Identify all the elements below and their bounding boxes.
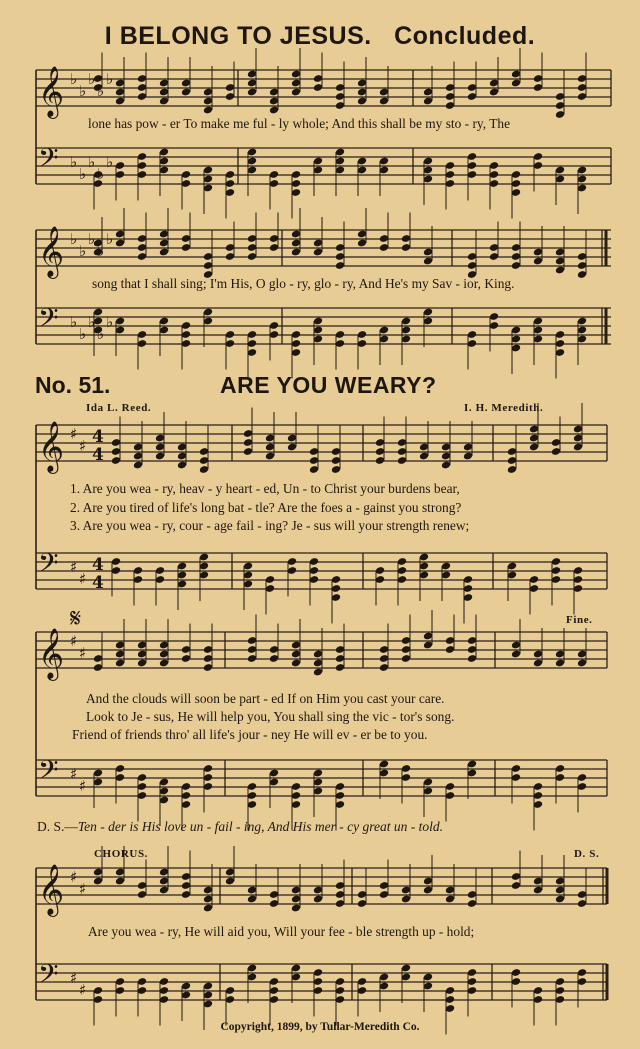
lyric-line: lone has pow - er To make me ful - ly whole; And this shall be my sto - ry, The [88,116,511,131]
sharp-icon: ♯ [70,425,78,443]
bass-clef-icon: 𝄢 [38,547,59,585]
flat-icon: ♭ [79,165,87,183]
chorus-label: CHORUS. [94,848,149,860]
sharp-icon: ♯ [70,558,78,576]
hymn-title: ARE YOU WEARY? [220,372,437,398]
chorus-lyric-line: Are you wea - ry, He will aid you, Will your fee - ble strength up - hold; [88,924,475,939]
treble-clef-icon: 𝄞 [38,226,65,277]
bass-clef-icon: 𝄢 [38,958,59,996]
flat-icon: ♭ [70,313,78,331]
flat-icon: ♭ [97,242,105,260]
verse-3-line: 3. Are you wea - ry, cour - age fail - ing? Je - sus will your strength renew; [70,518,470,533]
flat-icon: ♭ [88,313,96,331]
verse-3-line: Friend of friends thro' all life's jour - ney He will ev - er be to you. [72,727,428,742]
flat-icon: ♭ [88,153,96,171]
time-signature-bottom: 4 [92,573,104,593]
lyric-line: song that I shall sing; I'm His, O glo - ry, glo - ry, And He's my Sav - ior, King. [92,276,515,291]
flat-icon: ♭ [79,242,87,260]
treble-clef-icon: 𝄞 [38,628,65,679]
segno-sign: 𝄋 [70,604,82,633]
time-signature-bottom: 4 [92,445,104,465]
flat-icon: ♭ [88,230,96,248]
sharp-icon: ♯ [79,437,87,455]
time-signature-top: 4 [92,555,104,575]
bass-clef-icon: 𝄢 [38,754,59,792]
sharp-icon: ♯ [70,868,78,886]
flat-icon: ♭ [70,70,78,88]
hymn-title-concluded [0,22,640,51]
flat-icon: ♭ [106,70,114,88]
sharp-icon: ♯ [79,644,87,662]
flat-icon: ♭ [106,313,114,331]
bass-clef-icon: 𝄢 [38,302,59,340]
flat-icon: ♭ [97,165,105,183]
verse-1-line: 1. Are you wea - ry, heav - y heart - ed, Un - to Christ your burdens bear, [70,481,460,496]
flat-icon: ♭ [88,70,96,88]
flat-icon: ♭ [97,82,105,100]
sharp-icon: ♯ [79,570,87,588]
flat-icon: ♭ [70,230,78,248]
copyright-notice: Copyright, 1899, by Tullar-Meredith Co. [220,1021,420,1033]
treble-clef-icon: 𝄞 [38,421,65,472]
flat-icon: ♭ [70,153,78,171]
sharp-icon: ♯ [70,632,78,650]
ds-text: Ten - der is His love un - fail - ing, And His mer - cy great un - told. [77,819,443,834]
lyricist-credit: Ida L. Reed. [86,402,152,414]
sharp-icon: ♯ [70,969,78,987]
sharp-icon: ♯ [79,777,87,795]
dal-segno-line [37,819,443,835]
sharp-icon: ♯ [79,981,87,999]
hymn-title-suffix: Concluded. [394,22,536,50]
flat-icon: ♭ [97,325,105,343]
hymn-title: I BELONG TO JESUS. [104,22,372,50]
verse-2-line: 2. Are you tired of life's long bat - tle? Are the foes a - gainst you strong? [70,500,462,515]
treble-clef-icon: 𝄞 [38,66,65,117]
flat-icon: ♭ [79,325,87,343]
bass-clef-icon: 𝄢 [38,142,59,180]
flat-icon: ♭ [106,230,114,248]
time-signature-top: 4 [92,427,104,447]
composer-credit: I. H. Meredith. [464,402,544,414]
verse-1-line: And the clouds will soon be part - ed If on Him you cast your care. [86,691,445,706]
hymn-number: No. 51. [35,372,111,398]
sharp-icon: ♯ [70,765,78,783]
verse-2-line: Look to Je - sus, He will help you, You shall sing the vic - tor's song. [86,709,455,724]
ds-label: D. S.— [37,819,78,834]
treble-clef-icon: 𝄞 [38,864,65,915]
ds-end-marker: D. S. [574,848,600,860]
sharp-icon: ♯ [79,880,87,898]
fine-marker: Fine. [566,614,593,626]
flat-icon: ♭ [79,82,87,100]
flat-icon: ♭ [106,153,114,171]
